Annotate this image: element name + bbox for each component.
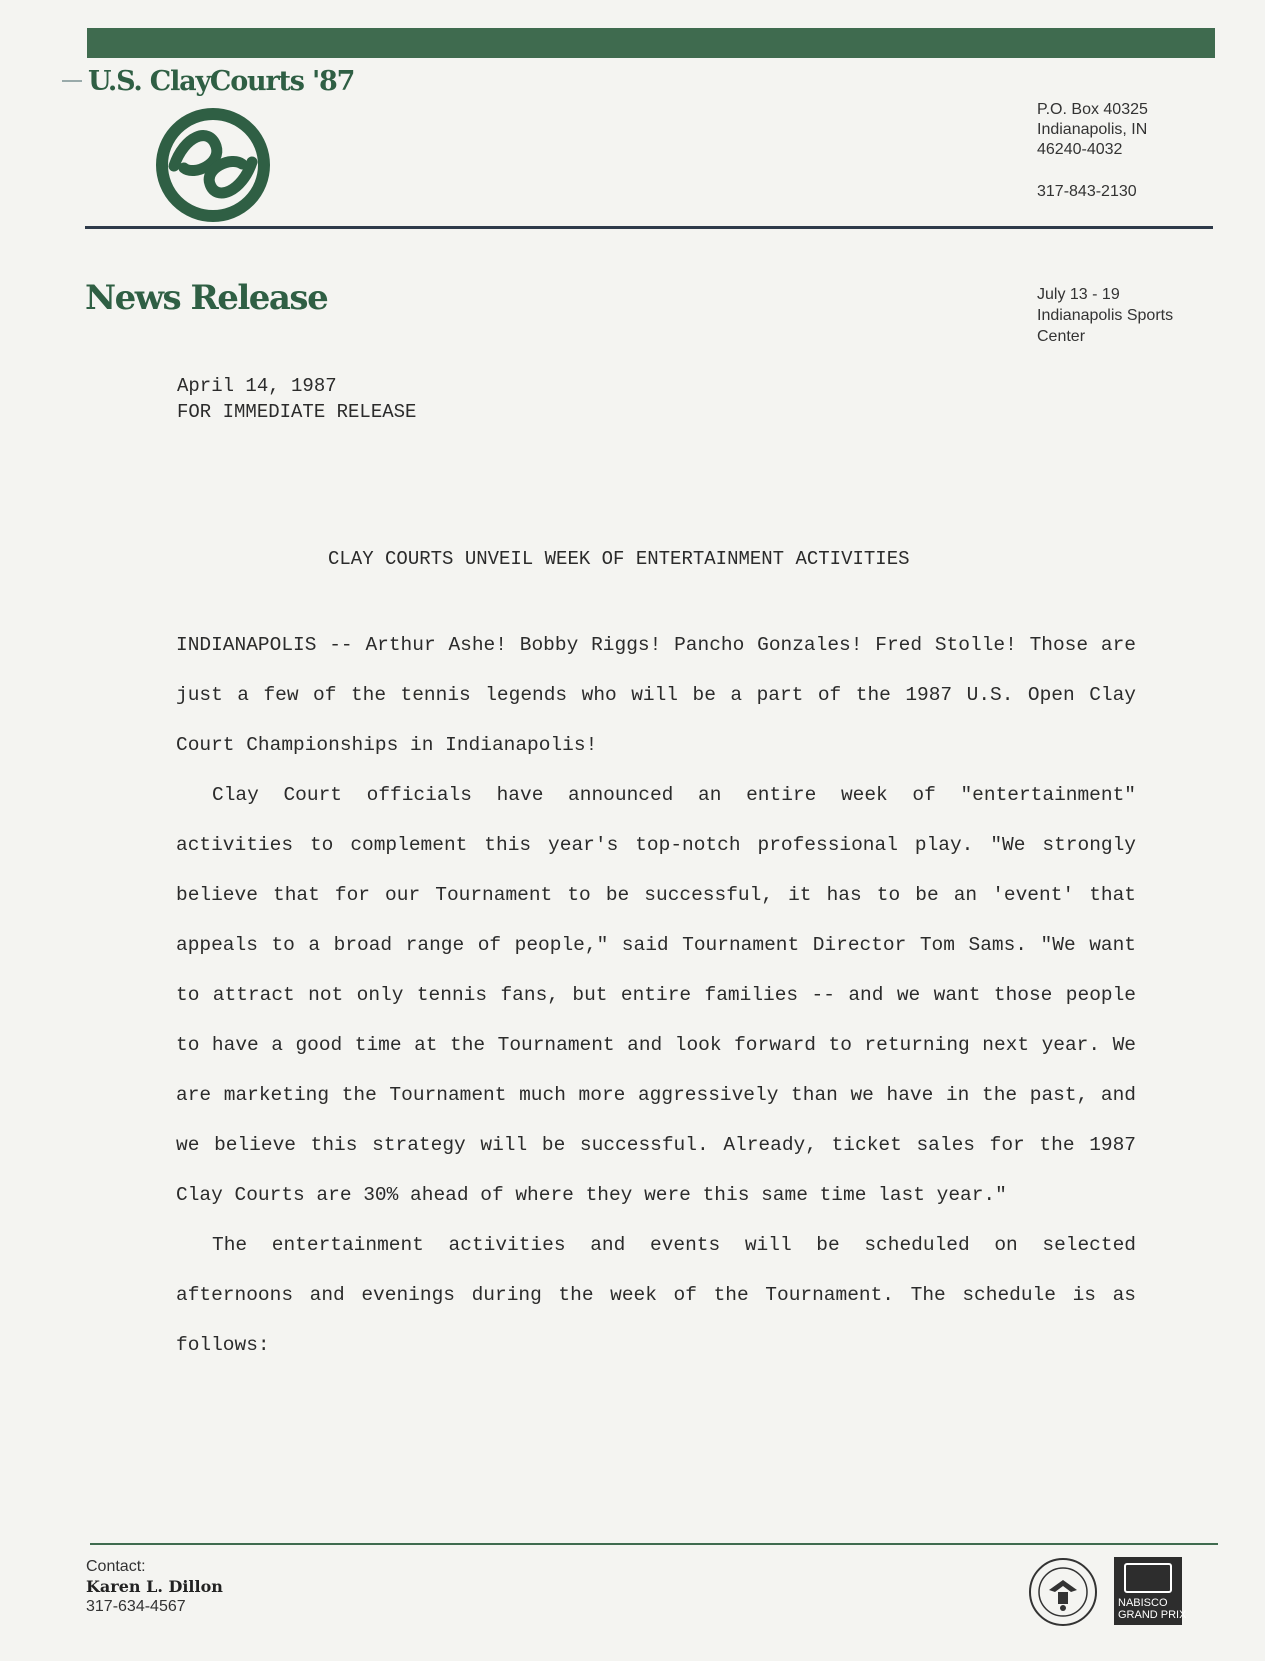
- address-line: P.O. Box 40325: [1037, 101, 1148, 118]
- body-paragraph: Clay Court officials have announced an entire week of "entertainment" activities to complement this year's top-notch professional play. "We strongly believe that for our Tournament to be successful, it has to be an 'event' that appeals to a broad range of people," said Tournament Director Tom Sams. "We want to attract not only tennis fans, but entire families -- and we want those people to have a good time at the Tournament and look forward to returning next year. We are marketing the Tournament much more aggressively than we have in the past, and we believe this strategy will be successful. Already, ticket sales for the 1987 Clay Courts are 30% ahead of where they were this same time last year.": [176, 784, 1136, 1206]
- address-line: 46240-4032: [1037, 141, 1123, 158]
- release-dateline: [177, 373, 416, 425]
- news-release-heading: News Release: [85, 278, 328, 318]
- release-body: [176, 620, 1136, 1370]
- contact-label: Contact:: [86, 1558, 146, 1575]
- sponsor-text: GRAND PRIX: [1118, 1609, 1187, 1621]
- usta-seal-icon: [1027, 1556, 1099, 1628]
- event-line: Center: [1037, 328, 1086, 345]
- header-color-bar: [87, 28, 1215, 58]
- event-logo-text: U.S. ClayCourts '87: [88, 66, 355, 97]
- contact-name: Karen L. Dillon: [86, 1577, 223, 1596]
- address-line: Indianapolis, IN: [1037, 121, 1148, 138]
- release-date: April 14, 1987: [177, 375, 337, 397]
- event-line: Indianapolis Sports: [1037, 307, 1174, 324]
- event-dates-venue: [1037, 284, 1173, 347]
- sponsor-text: NABISCO: [1118, 1597, 1168, 1609]
- mailing-address: [1037, 100, 1148, 160]
- sponsor-name: [1118, 1597, 1186, 1621]
- contact-phone: 317-634-4567: [86, 1598, 186, 1615]
- header-divider: [85, 226, 1213, 229]
- release-headline: CLAY COURTS UNVEIL WEEK OF ENTERTAINMENT ACTIVITIES: [328, 548, 910, 570]
- body-paragraph: The entertainment activities and events will be scheduled on selected afternoons and evenings during the week of the Tournament. The schedule is as follows:: [176, 1234, 1136, 1356]
- event-line: July 13 - 19: [1037, 286, 1120, 303]
- footer-divider: [90, 1543, 1218, 1545]
- release-note: FOR IMMEDIATE RELEASE: [177, 401, 417, 423]
- logo-dash-mark: [62, 80, 82, 82]
- contact-block: [86, 1557, 223, 1617]
- office-phone: 317-843-2130: [1037, 183, 1137, 200]
- tennis-ball-icon: [154, 106, 272, 224]
- sponsor-mark: [1124, 1563, 1172, 1593]
- body-paragraph: INDIANAPOLIS -- Arthur Ashe! Bobby Riggs! Pancho Gonzales! Fred Stolle! Those are just a few of the tennis legends who will be a part of the 1987 U.S. Open Clay Court Championships in Indianapolis!: [176, 634, 1136, 756]
- nabisco-grand-prix-logo: [1114, 1557, 1187, 1625]
